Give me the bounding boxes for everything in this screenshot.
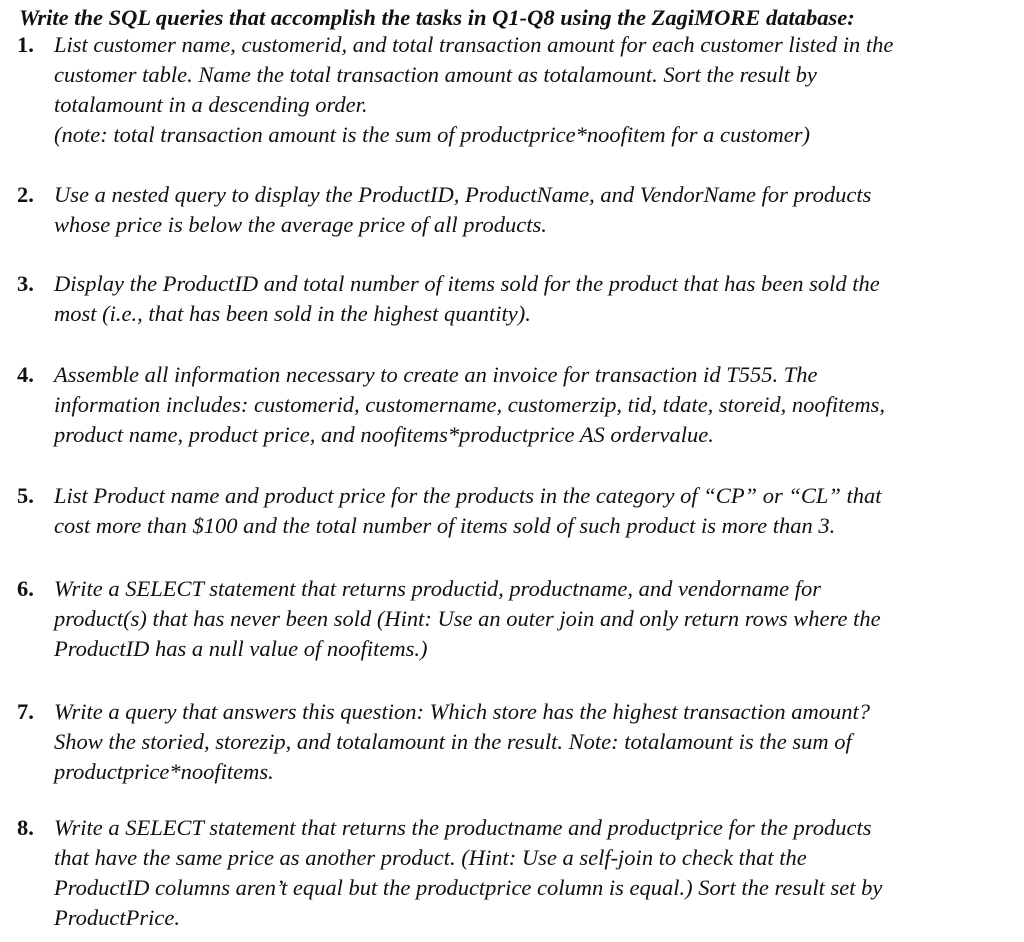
question-number: 7. [17, 699, 34, 724]
question-text-line: Write a SELECT statement that returns the productname and productprice for the products [54, 815, 872, 840]
question-text-line: whose price is below the average price of all products. [54, 212, 547, 237]
question-number: 3. [17, 271, 34, 296]
question-text-line: product(s) that has never been sold (Hint: Use an outer join and only return rows where the [54, 606, 881, 631]
question-text-line: ProductID columns aren’t equal but the productprice column is equal.) Sort the result set by [54, 875, 883, 900]
question-text-line: (note: total transaction amount is the sum of productprice*noofitem for a customer) [54, 122, 810, 147]
question-text-line: Write a query that answers this question: Which store has the highest transaction amount? [54, 699, 870, 724]
question-text-line: Write a SELECT statement that returns productid, productname, and vendorname for [54, 576, 822, 601]
question-number: 5. [17, 483, 34, 508]
question-text-line: Use a nested query to display the ProductID, ProductName, and VendorName for products [54, 182, 872, 207]
question-text-line: List customer name, customerid, and total transaction amount for each customer listed in the [54, 32, 894, 57]
question-text-line: Assemble all information necessary to create an invoice for transaction id T555. The [54, 362, 818, 387]
question-number: 8. [17, 815, 34, 840]
question-text-line: List Product name and product price for the products in the category of “CP” or “CL” that [54, 483, 882, 508]
question-number: 2. [17, 182, 34, 207]
question-text-line: totalamount in a descending order. [54, 92, 368, 117]
question-text-line: Display the ProductID and total number of items sold for the product that has been sold the [54, 271, 880, 296]
question-text-line: information includes: customerid, customername, customerzip, tid, tdate, storeid, noofitems, [54, 392, 885, 417]
question-text-line: most (i.e., that has been sold in the highest quantity). [54, 301, 531, 326]
question-text-line: ProductID has a null value of noofitems.) [54, 636, 428, 661]
question-text-line: productprice*noofitems. [54, 759, 274, 784]
question-number: 1. [17, 32, 34, 57]
question-text-line: that have the same price as another product. (Hint: Use a self-join to check that the [54, 845, 807, 870]
question-text-line: cost more than $100 and the total number of items sold of such product is more than 3. [54, 513, 836, 538]
question-text-line: ProductPrice. [54, 905, 181, 930]
assignment-heading: Write the SQL queries that accomplish the tasks in Q1-Q8 using the ZagiMORE database: [19, 5, 855, 30]
question-text-line: Show the storied, storezip, and totalamount in the result. Note: totalamount is the sum of [54, 729, 852, 754]
question-text-line: product name, product price, and noofitems*productprice AS ordervalue. [54, 422, 714, 447]
question-number: 4. [17, 362, 34, 387]
question-text-line: customer table. Name the total transaction amount as totalamount. Sort the result by [54, 62, 817, 87]
question-number: 6. [17, 576, 34, 601]
